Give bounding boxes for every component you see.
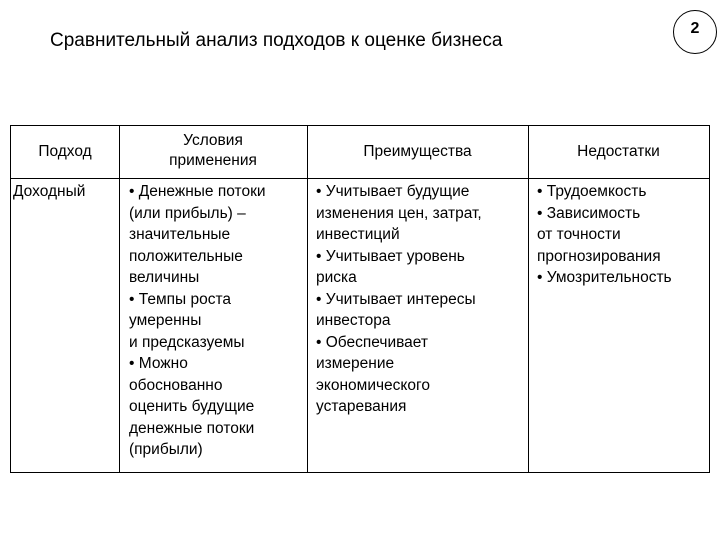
header-divider [11, 178, 709, 179]
row-disadvantages: • Трудоемкость • Зависимость от точности прогнозирования • Умозрительность [537, 183, 672, 286]
header-approach: Подход [38, 143, 92, 160]
header-conditions: Условия применения [169, 132, 257, 169]
page-number: 2 [690, 20, 700, 37]
page-number-badge [673, 10, 717, 54]
comparison-table [10, 125, 710, 473]
header-advantages: Преимущества [363, 143, 472, 160]
row-approach: Доходный [13, 183, 86, 200]
row-advantages: • Учитывает будущие изменения цен, затрат, инвестиций • Учитывает уровень риска • Учитывает интересы инвестора • Обеспечивает измерение экономического устаревания [316, 183, 482, 415]
row-conditions: • Денежные потоки (или прибыль) – значительные положительные величины • Темпы роста умеренны и предсказуемы • Можно обоснованно оценить будущие денежные потоки (прибыли) [129, 183, 266, 458]
header-disadvantages: Недостатки [577, 143, 660, 160]
page-title: Сравнительный анализ подходов к оценке бизнеса [50, 30, 503, 51]
